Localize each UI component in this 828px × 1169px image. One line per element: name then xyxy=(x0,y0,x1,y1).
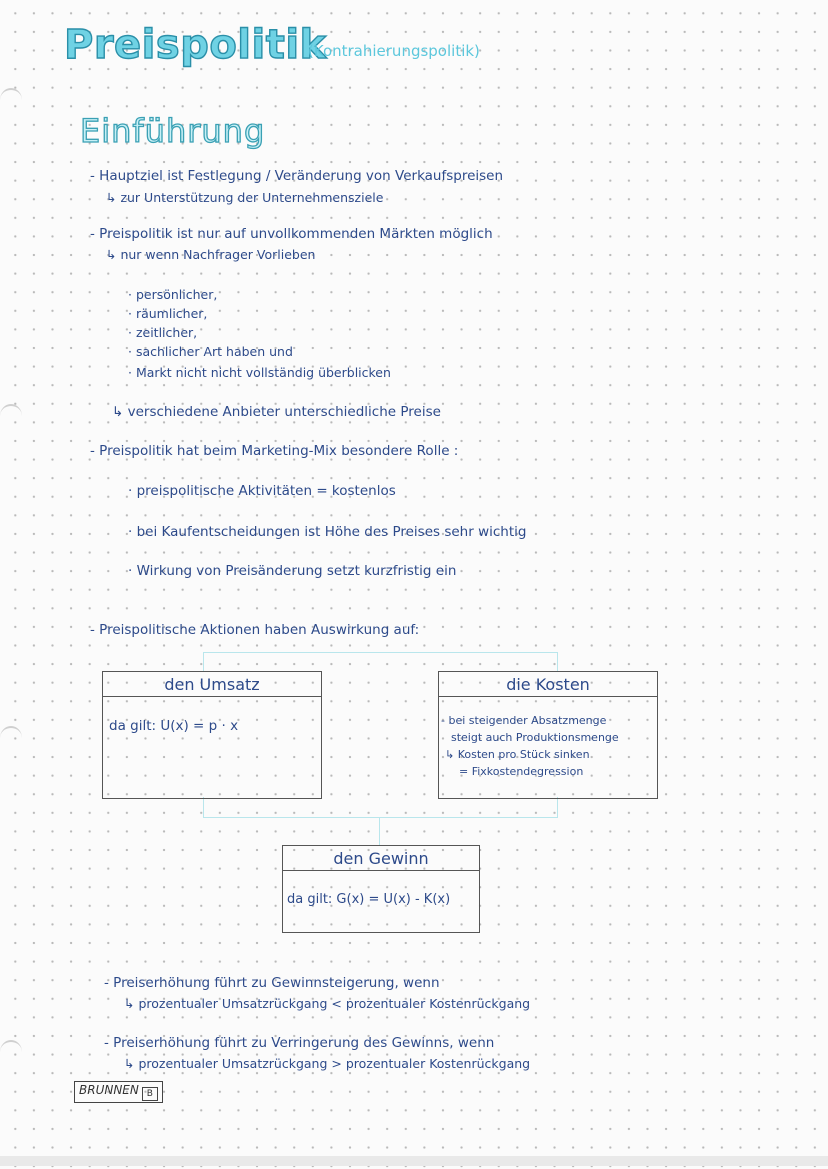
connector-line xyxy=(203,652,204,672)
page-subtitle: (Kontrahierungspolitik) xyxy=(308,42,480,60)
note-subline: ↳ prozentualer Umsatzrückgang < prozentualer Kostenrückgang xyxy=(124,996,531,1011)
section-heading: Einführung xyxy=(80,112,266,150)
connector-line xyxy=(203,652,558,653)
umsatz-box-title: den Umsatz xyxy=(103,672,321,697)
umsatz-formula: da gilt: U(x) = p · x xyxy=(109,718,239,734)
list-item: · bei Kaufentscheidungen ist Höhe des Preises sehr wichtig xyxy=(128,524,527,540)
gewinn-formula: da gilt: G(x) = U(x) - K(x) xyxy=(287,892,451,907)
umsatz-box xyxy=(102,671,322,799)
kosten-line: = Fixkostendegression xyxy=(459,765,584,778)
kosten-box xyxy=(438,671,658,799)
page-edge xyxy=(0,1156,828,1166)
list-item: · sachlicher Art haben und xyxy=(128,344,293,359)
brand-name: BRUNNEN xyxy=(79,1083,139,1097)
list-item: · persönlicher, xyxy=(128,287,218,302)
gewinn-box-title: den Gewinn xyxy=(283,846,479,871)
note-line: - Preiserhöhung führt zu Gewinnsteigerung, wenn xyxy=(104,975,440,991)
connector-line xyxy=(557,652,558,672)
connector-line xyxy=(379,817,380,845)
gewinn-box xyxy=(282,845,480,933)
connector-line xyxy=(203,797,204,817)
note-subline: ↳ prozentualer Umsatzrückgang > prozentualer Kostenrückgang xyxy=(124,1056,531,1071)
brand-logo xyxy=(74,1081,163,1103)
note-subline: ↳ verschiedene Anbieter unterschiedliche Preise xyxy=(112,404,441,420)
brand-mark-icon: B xyxy=(142,1087,158,1101)
note-line: - Hauptziel ist Festlegung / Veränderung von Verkaufspreisen xyxy=(90,168,504,184)
kosten-line: steigt auch Produktionsmenge xyxy=(451,731,619,744)
note-line: - Preiserhöhung führt zu Verringerung des Gewinns, wenn xyxy=(104,1035,495,1051)
note-subline: ↳ nur wenn Nachfrager Vorlieben xyxy=(106,247,316,262)
page-title: Preispolitik xyxy=(64,22,327,68)
connector-line xyxy=(203,817,558,818)
kosten-line: - bei steigender Absatzmenge xyxy=(441,714,607,727)
punch-hole xyxy=(0,726,22,750)
note-line: - Preispolitische Aktionen haben Auswirkung auf: xyxy=(90,622,420,638)
list-item: · zeitlicher, xyxy=(128,325,198,340)
punch-hole xyxy=(0,88,22,112)
list-item: · räumlicher, xyxy=(128,306,208,321)
note-line: - Preispolitik ist nur auf unvollkommenden Märkten möglich xyxy=(90,226,493,242)
note-line: - Preispolitik hat beim Marketing-Mix besondere Rolle : xyxy=(90,443,459,459)
connector-line xyxy=(557,797,558,817)
list-item: · preispolitische Aktivitäten = kostenlos xyxy=(128,483,396,499)
kosten-line: ↳ Kosten pro Stück sinken xyxy=(445,748,590,761)
punch-hole xyxy=(0,404,22,428)
list-item: · Markt nicht nicht vollständig überblicken xyxy=(128,365,391,380)
punch-hole xyxy=(0,1040,22,1064)
note-subline: ↳ zur Unterstützung der Unternehmensziele xyxy=(106,190,384,205)
kosten-box-title: die Kosten xyxy=(439,672,657,697)
list-item: · Wirkung von Preisänderung setzt kurzfristig ein xyxy=(128,563,457,579)
